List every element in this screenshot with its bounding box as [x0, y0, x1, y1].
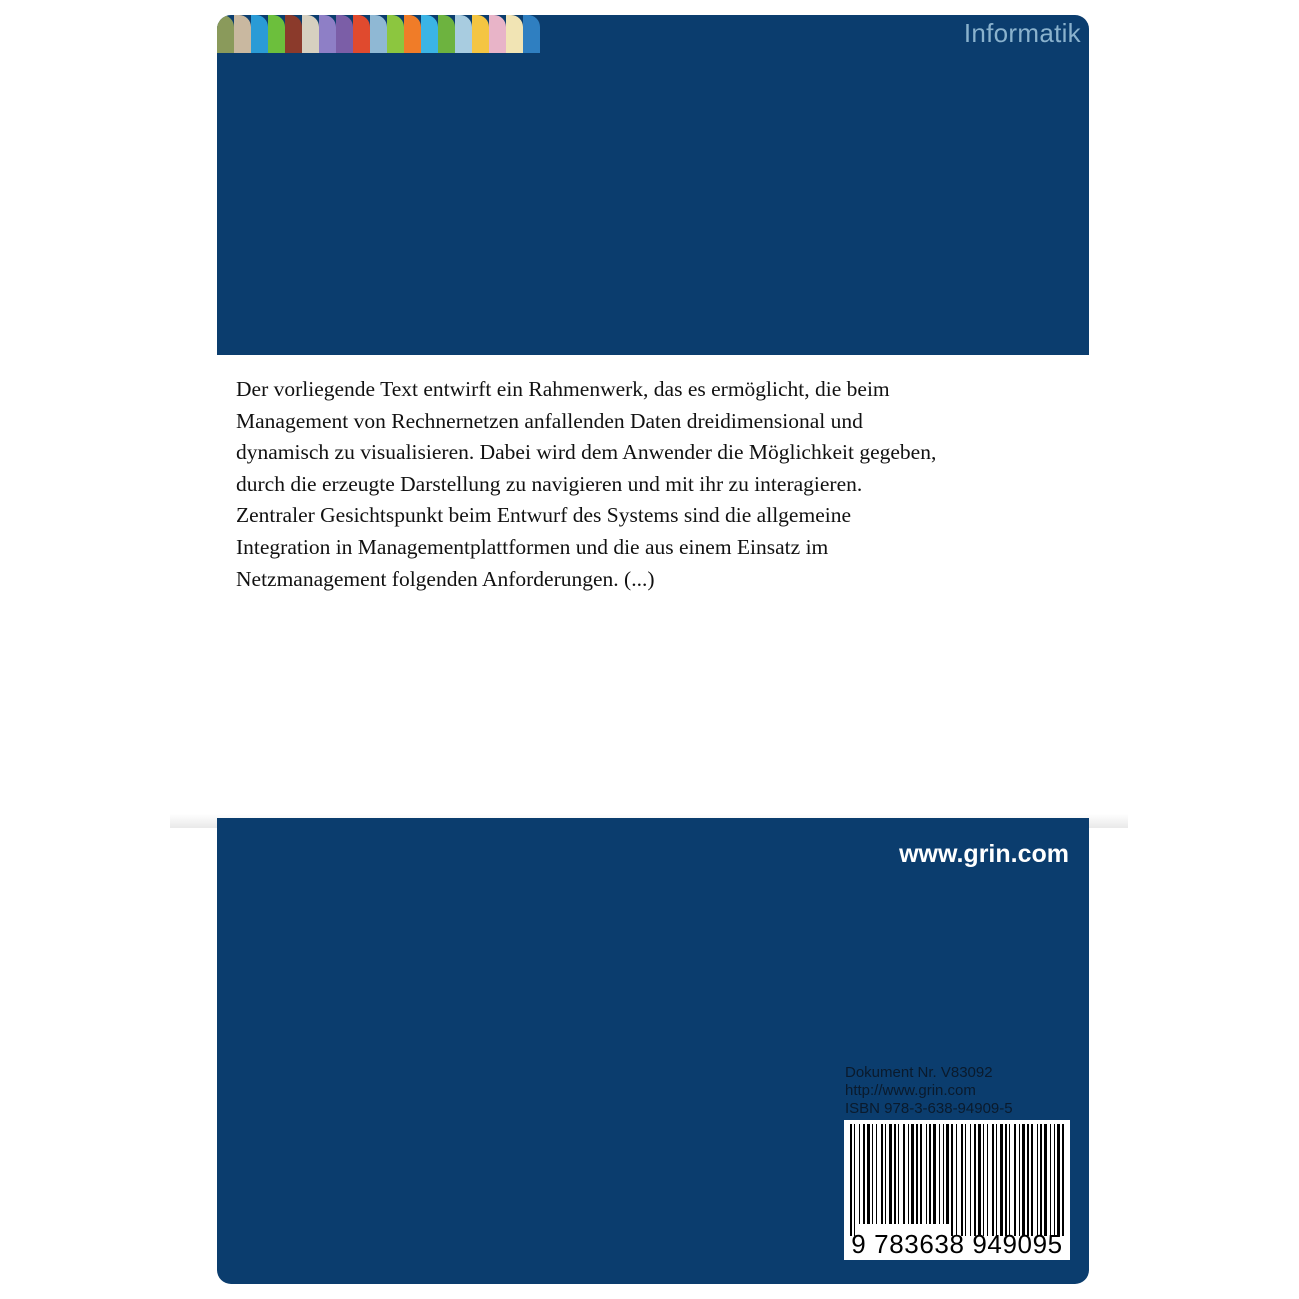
barcode-bar [978, 1124, 981, 1236]
blurb-line: Der vorliegende Text entwirft ein Rahmenwerk, das es ermöglicht, die beim [236, 377, 890, 401]
barcode-bar [1040, 1124, 1042, 1236]
barcode-bar [956, 1124, 957, 1236]
color-stripe [455, 15, 472, 53]
barcode-bar [1054, 1124, 1055, 1236]
color-stripe [353, 15, 370, 53]
barcode-bar [974, 1124, 976, 1236]
barcode-bar [983, 1124, 984, 1236]
color-stripe [489, 15, 506, 53]
blurb-line: Netzmanagement folgenden Anforderungen. (...) [236, 566, 655, 591]
document-link[interactable]: http://www.grin.com [845, 1082, 976, 1099]
color-stripe [506, 15, 523, 53]
barcode-bar [929, 1124, 931, 1224]
color-stripe [438, 15, 455, 53]
barcode-bar [898, 1124, 899, 1224]
color-stripe [421, 15, 438, 53]
color-stripe [217, 15, 234, 53]
barcode-bar [854, 1124, 855, 1236]
color-stripe [523, 15, 540, 53]
color-stripe [370, 15, 387, 53]
barcode-bar [1037, 1124, 1038, 1236]
cover-top-panel [217, 15, 1089, 355]
color-stripe [251, 15, 268, 53]
barcode-digits: 9 783638 949095 [851, 1229, 1063, 1259]
barcode-bar [863, 1124, 865, 1224]
blurb-line: durch die erzeugte Darstellung zu navigieren und mit ihr zu interagieren. [236, 471, 863, 496]
barcode-bar [996, 1124, 997, 1236]
color-stripe [336, 15, 353, 53]
barcode-bar [903, 1124, 905, 1224]
barcode-bar [1044, 1124, 1047, 1236]
barcode-bar [916, 1124, 918, 1224]
document-number: Dokument Nr. V83092 [845, 1064, 993, 1081]
barcode-bar [1014, 1124, 1016, 1236]
barcode-bar [1027, 1124, 1029, 1236]
color-stripe [387, 15, 404, 53]
color-stripe [319, 15, 336, 53]
barcode-bar [992, 1124, 994, 1236]
barcode-bar [881, 1124, 883, 1224]
barcode-bar [1050, 1124, 1051, 1236]
isbn: ISBN 978-3-638-94909-5 [845, 1100, 1013, 1117]
barcode-bar [1022, 1124, 1025, 1236]
barcode-bars [850, 1124, 1064, 1236]
barcode-bar [908, 1124, 909, 1224]
color-stripe [268, 15, 285, 53]
barcode-bar [876, 1124, 877, 1224]
blurb-line: Management von Rechnernetzen anfallenden Daten dreidimensional und [236, 408, 863, 433]
barcode-bar [867, 1124, 870, 1224]
barcode-bar [1031, 1124, 1033, 1236]
barcode-bar [970, 1124, 971, 1236]
isbn-barcode [844, 1120, 1070, 1260]
barcode-bar [987, 1124, 988, 1236]
barcode-bar [943, 1124, 944, 1224]
barcode-bar [872, 1124, 873, 1224]
color-stripe [285, 15, 302, 53]
barcode-bar [1009, 1124, 1010, 1236]
barcode-bar [951, 1124, 953, 1236]
barcode-bar [859, 1124, 860, 1224]
color-stripe [404, 15, 421, 53]
barcode-bar [894, 1124, 896, 1224]
color-stripe [302, 15, 319, 53]
barcode-bar [1062, 1124, 1064, 1236]
barcode-bar [911, 1124, 914, 1224]
barcode-bar [926, 1124, 927, 1224]
category-label: Informatik [963, 18, 1081, 48]
barcode-bar [965, 1124, 966, 1236]
barcode-bar [850, 1124, 852, 1236]
blurb-line: Zentraler Gesichtspunkt beim Entwurf des Systems sind die allgemeine [236, 503, 851, 528]
barcode-bar [961, 1124, 963, 1236]
color-stripe [472, 15, 489, 53]
barcode-bar [885, 1124, 886, 1224]
barcode-bar [920, 1124, 922, 1224]
back-cover-blurb [236, 374, 956, 595]
barcode-bar [1005, 1124, 1007, 1236]
barcode-bar [889, 1124, 892, 1224]
barcode-bar [939, 1124, 940, 1224]
publisher-url[interactable]: www.grin.com [899, 840, 1069, 868]
barcode-bar [946, 1124, 949, 1224]
color-stripe [234, 15, 251, 53]
barcode-bar [933, 1124, 936, 1224]
blurb-line: Integration in Managementplattformen und die aus einem Einsatz im [236, 534, 829, 559]
blurb-line: dynamisch zu visualisieren. Dabei wird dem Anwender die Möglichkeit gegeben, [236, 440, 937, 465]
document-info [845, 1064, 1013, 1118]
barcode-bar [1000, 1124, 1003, 1236]
barcode-bar [1057, 1124, 1060, 1236]
color-stripes [217, 15, 540, 53]
barcode-bar [1019, 1124, 1020, 1236]
cover-bottom-panel [217, 818, 1089, 1284]
